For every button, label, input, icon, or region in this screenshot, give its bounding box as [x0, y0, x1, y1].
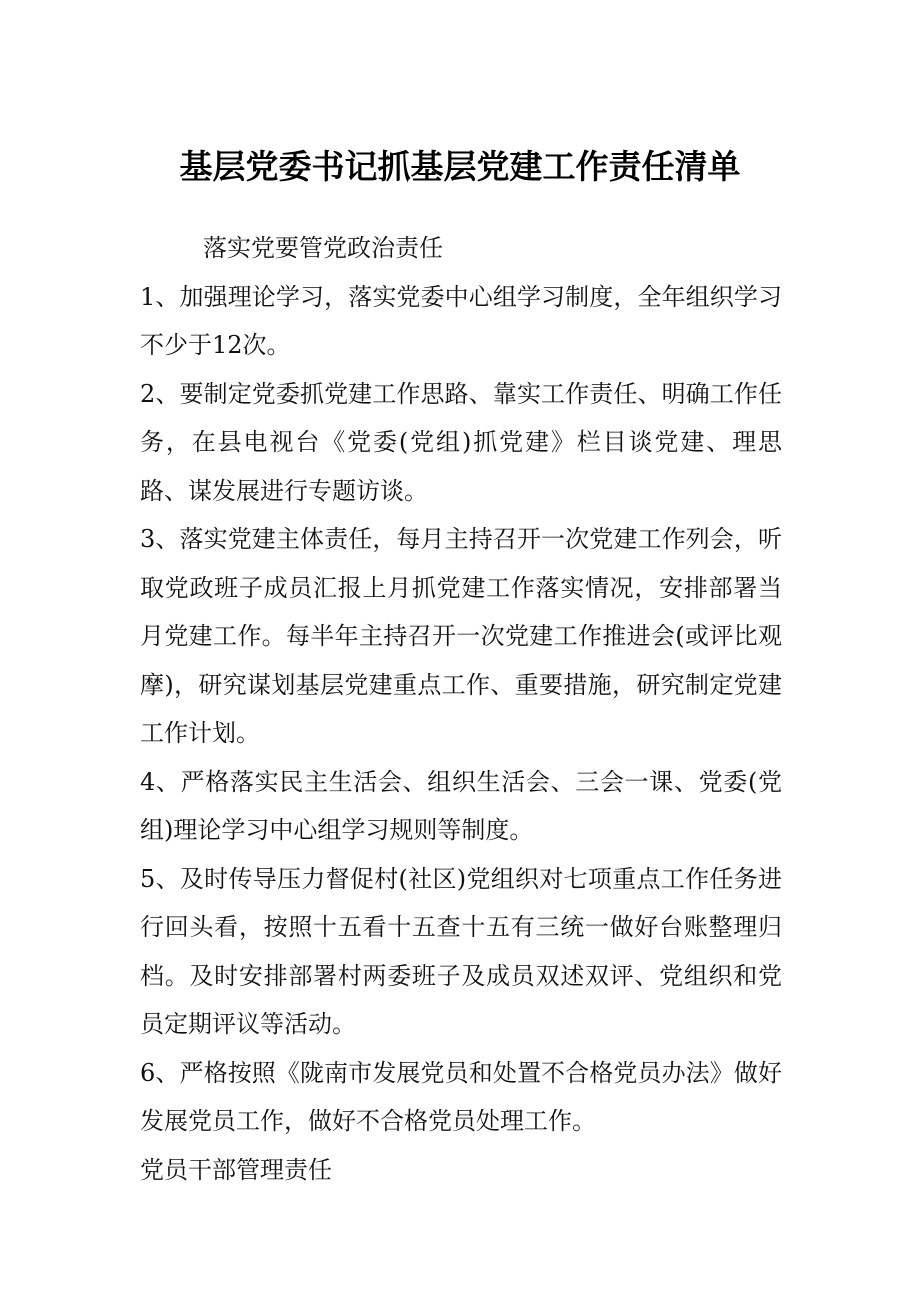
document-body	[140, 224, 782, 1194]
section-heading-political-responsibility: 落实党要管党政治责任	[203, 234, 443, 262]
list-item: 1、加强理论学习，落实党委中心组学习制度，全年组织学习不少于12次。	[140, 282, 782, 359]
document-title: 基层党委书记抓基层党建工作责任清单	[179, 147, 741, 186]
list-item: 4、严格落实民主生活会、组织生活会、三会一课、党委(党组)理论学习中心组学习规则等制度。	[140, 767, 782, 844]
list-item: 6、严格按照《陇南市发展党员和处置不合格党员办法》做好发展党员工作，做好不合格党员处理工作。	[140, 1058, 782, 1135]
section-heading-cadre-management: 党员干部管理责任	[140, 1155, 332, 1184]
list-item: 2、要制定党委抓党建工作思路、靠实工作责任、明确工作任务，在县电视台《党委(党组)抓党建》栏目谈党建、理思路、谋发展进行专题访谈。	[140, 379, 782, 505]
list-item: 5、及时传导压力督促村(社区)党组织对七项重点工作任务进行回头看，按照十五看十五查十五有三统一做好台账整理归档。及时安排部署村两委班子及成员双述双评、党组织和党员定期评议等活动。	[140, 864, 782, 1038]
list-item: 3、落实党建主体责任，每月主持召开一次党建工作列会，听取党政班子成员汇报上月抓党建工作落实情况，安排部署当月党建工作。每半年主持召开一次党建工作推进会(或评比观摩)，研究谋划基层党建重点工作、重要措施，研究制定党建工作计划。	[140, 525, 782, 747]
